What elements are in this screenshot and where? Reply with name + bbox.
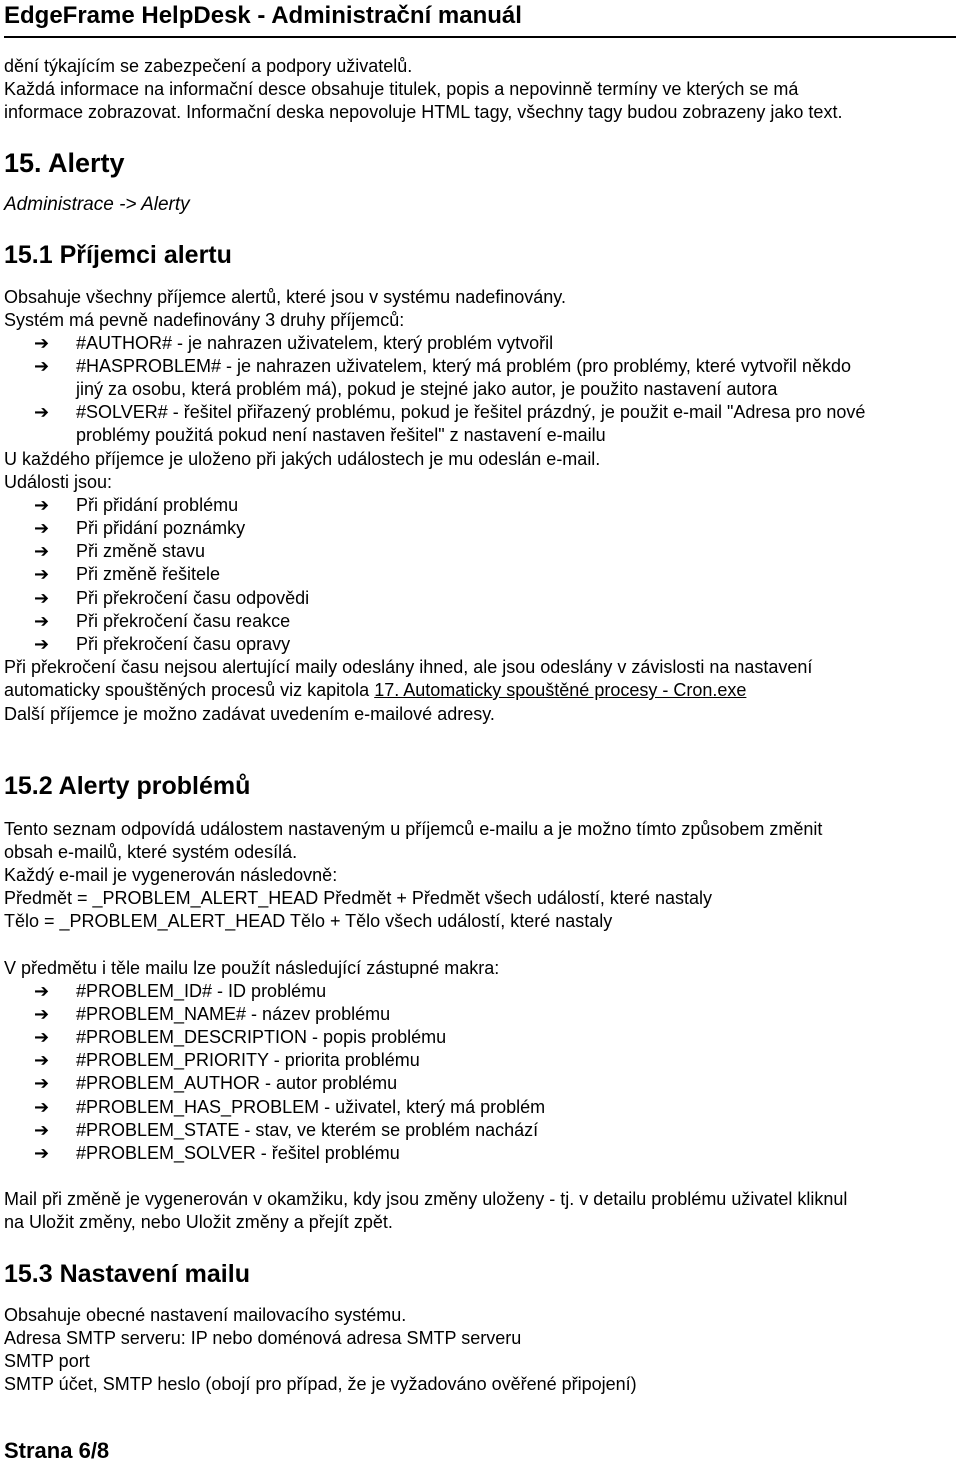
arrow-right-icon: ➔ [34, 564, 50, 584]
paragraph: obsah e-mailů, které systém odesílá. [4, 842, 298, 862]
paragraph-with-link: automaticky spouštěných procesů viz kapitola 17. Automaticky spouštěné procesy - Cron.exe [4, 680, 747, 700]
arrow-right-icon: ➔ [34, 588, 50, 608]
heading-15-3: 15.3 Nastavení mailu [4, 1260, 250, 1288]
intro-line-1: dění týkajícím se zabezpečení a podpory uživatelů. [4, 56, 413, 76]
paragraph: Obsahuje všechny příjemce alertů, které jsou v systému nadefinovány. [4, 287, 566, 307]
intro-line-2: Každá informace na informační desce obsahuje titulek, popis a nepovinně termíny ve kterých se má [4, 79, 799, 99]
paragraph: Každý e-mail je vygenerován následovně: [4, 865, 338, 885]
arrow-right-icon: ➔ [34, 541, 50, 561]
paragraph: Mail při změně je vygenerován v okamžiku, kdy jsou změny uloženy - tj. v detailu problému uživatel kliknul [4, 1189, 848, 1209]
paragraph: SMTP účet, SMTP heslo (obojí pro případ, že je vyžadováno ověřené připojení) [4, 1374, 637, 1394]
arrow-right-icon: ➔ [34, 356, 50, 376]
arrow-right-icon: ➔ [34, 1027, 50, 1047]
paragraph: Události jsou: [4, 472, 113, 492]
arrow-right-icon: ➔ [34, 1004, 50, 1024]
arrow-right-icon: ➔ [34, 402, 50, 422]
arrow-right-icon: ➔ [34, 1073, 50, 1093]
arrow-right-icon: ➔ [34, 981, 50, 1001]
paragraph: Při překročení času nejsou alertující maily odeslány ihned, ale jsou odeslány v závislosti na nastavení [4, 657, 813, 677]
arrow-right-icon: ➔ [34, 518, 50, 538]
arrow-right-icon: ➔ [34, 634, 50, 654]
heading-15-2: 15.2 Alerty problémů [4, 772, 251, 800]
document-title: EdgeFrame HelpDesk - Administrační manuál [4, 2, 522, 29]
chapter-17-link[interactable]: 17. Automaticky spouštěné procesy - Cron.exe [374, 680, 747, 700]
paragraph: SMTP port [4, 1351, 90, 1371]
paragraph: Další příjemce je možno zadávat uvedením e-mailové adresy. [4, 704, 495, 724]
arrow-right-icon: ➔ [34, 611, 50, 631]
intro-line-3: informace zobrazovat. Informační deska nepovoluje HTML tagy, všechny tagy budou zobrazeny jako text. [4, 102, 843, 122]
arrow-right-icon: ➔ [34, 1143, 50, 1163]
paragraph: Obsahuje obecné nastavení mailovacího systému. [4, 1305, 407, 1325]
title-divider [4, 36, 956, 38]
arrow-right-icon: ➔ [34, 1097, 50, 1117]
arrow-right-icon: ➔ [34, 495, 50, 515]
paragraph: Tělo = _PROBLEM_ALERT_HEAD Tělo + Tělo všech událostí, které nastaly [4, 911, 613, 931]
heading-15-1: 15.1 Příjemci alertu [4, 241, 232, 269]
paragraph: V předmětu i těle mailu lze použít následující zástupné makra: [4, 958, 500, 978]
arrow-right-icon: ➔ [34, 1050, 50, 1070]
paragraph: U každého příjemce je uloženo při jakých událostech je mu odeslán e-mail. [4, 449, 601, 469]
paragraph: Systém má pevně nadefinovány 3 druhy příjemců: [4, 310, 405, 330]
paragraph: Tento seznam odpovídá událostem nastaveným u příjemců e-mailu a je možno tímto způsobem změnit [4, 819, 823, 839]
paragraph: Předmět = _PROBLEM_ALERT_HEAD Předmět + Předmět všech událostí, které nastaly [4, 888, 712, 908]
page-number: Strana 6/8 [4, 1438, 110, 1463]
arrow-right-icon: ➔ [34, 333, 50, 353]
arrow-right-icon: ➔ [34, 1120, 50, 1140]
menu-path: Administrace -> Alerty [4, 194, 190, 215]
paragraph: na Uložit změny, nebo Uložit změny a přejít zpět. [4, 1212, 393, 1232]
heading-15-alerty: 15. Alerty [4, 148, 125, 178]
paragraph: Adresa SMTP serveru: IP nebo doménová adresa SMTP serveru [4, 1328, 522, 1348]
